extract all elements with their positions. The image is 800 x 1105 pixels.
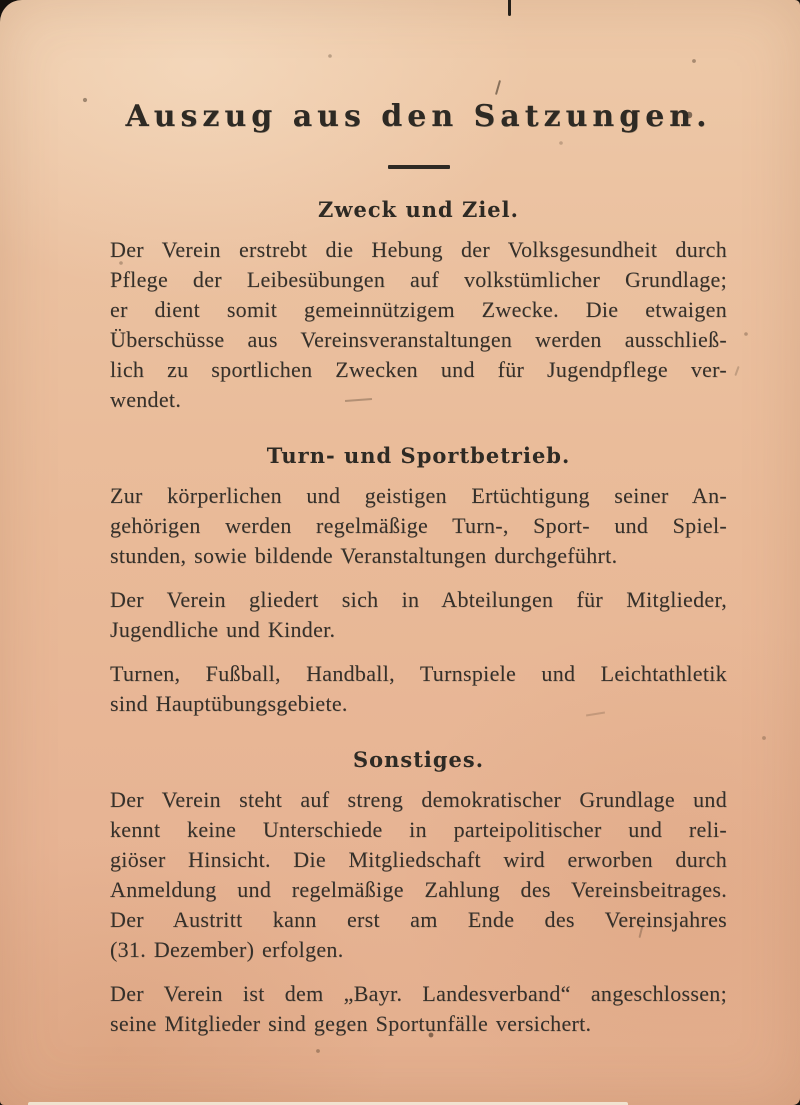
- paragraph: [110, 785, 727, 965]
- text-line: lich zu sportlichen Zwecken und für Jugendpflege ver-: [110, 357, 727, 382]
- text-line: Anmeldung und regelmäßige Zahlung des Vereinsbeitrages.: [110, 877, 727, 902]
- text-line: Der Verein steht auf streng demokratischer Grundlage und: [110, 787, 727, 812]
- section-heading: Zweck und Ziel.: [318, 197, 519, 222]
- text-line: (31. Dezember) erfolgen.: [110, 937, 344, 962]
- text-line: kennt keine Unterschiede in parteipolitischer und reli-: [110, 817, 727, 842]
- page-title: Auszug aus den Satzungen.: [125, 99, 712, 134]
- text-line: Zur körperlichen und geistigen Ertüchtigung seiner An-: [110, 483, 727, 508]
- text-line: Der Austritt kann erst am Ende des Vereinsjahres: [110, 907, 727, 932]
- text-line: gehörigen werden regelmäßige Turn-, Sport- und Spiel-: [110, 513, 727, 538]
- text-line: Überschüsse aus Vereinsveranstaltungen werden ausschließ-: [110, 327, 727, 352]
- section-heading: Turn- und Sportbetrieb.: [266, 443, 571, 468]
- section: [110, 746, 727, 1039]
- paragraph: [110, 979, 727, 1039]
- text-line: Der Verein ist dem „Bayr. Landesverband“ angeschlossen;: [110, 981, 727, 1006]
- document-body: [110, 196, 727, 1039]
- text-line: stunden, sowie bildende Veranstaltungen durchgeführt.: [110, 543, 618, 568]
- text-line: Turnen, Fußball, Handball, Turnspiele und Leichtathletik: [110, 661, 727, 686]
- text-line: wendet.: [110, 387, 182, 412]
- text-line: sind Hauptübungsgebiete.: [110, 691, 348, 716]
- paragraph: [110, 235, 727, 415]
- section: [110, 442, 727, 719]
- paragraph: [110, 659, 727, 719]
- text-line: Jugendliche und Kinder.: [110, 617, 336, 642]
- text-line: giöser Hinsicht. Die Mitgliedschaft wird erworben durch: [110, 847, 727, 872]
- text-line: Der Verein gliedert sich in Abteilungen für Mitglieder,: [110, 587, 727, 612]
- paragraph: [110, 481, 727, 571]
- title-divider-rule: [388, 165, 450, 169]
- text-line: Der Verein erstrebt die Hebung der Volksgesundheit durch: [110, 237, 727, 262]
- text-line: Pflege der Leibesübungen auf volkstümlicher Grundlage;: [110, 267, 727, 292]
- section: [110, 196, 727, 415]
- paragraph: [110, 585, 727, 645]
- text-line: er dient somit gemeinnützigem Zwecke. Die etwaigen: [110, 297, 727, 322]
- section-heading: Sonstiges.: [352, 747, 485, 772]
- text-line: seine Mitglieder sind gegen Sportunfälle versichert.: [110, 1011, 592, 1036]
